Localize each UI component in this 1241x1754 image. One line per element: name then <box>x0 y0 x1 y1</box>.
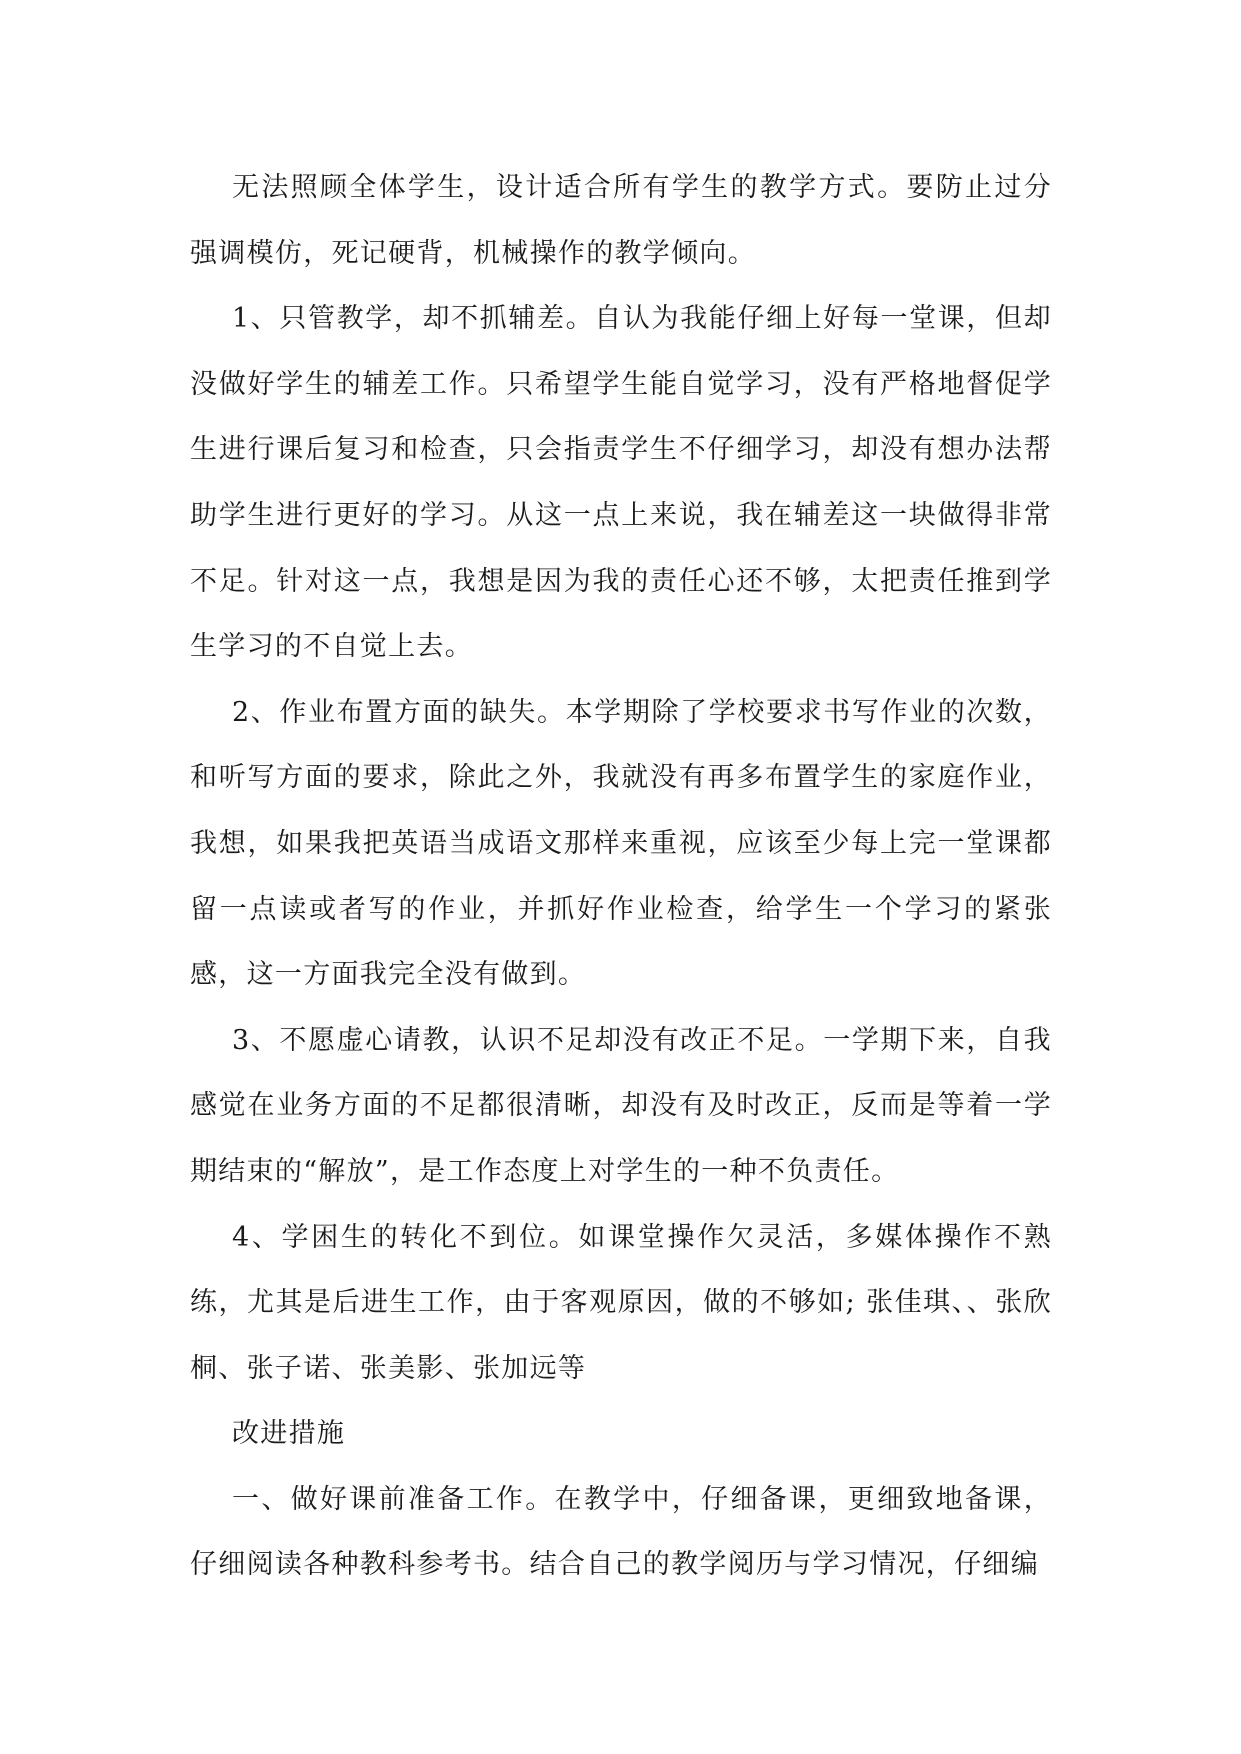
paragraph-point-2: 2、作业布置方面的缺失。本学期除了学校要求书写作业的次数，和听写方面的要求，除此之外，我就没有再多布置学生的家庭作业，我想，如果我把英语当成语文那样来重视，应该至少每上完一堂课都留一点读或者写的作业，并抓好作业检查，给学生一个学习的紧张感，这一方面我完全没有做到。 <box>190 696 1052 991</box>
document-body <box>190 155 1052 1598</box>
paragraph-measure-1: 一、做好课前准备工作。在教学中，仔细备课，更细致地备课，仔细阅读各种教科参考书。结合自己的教学阅历与学习情况，仔细编 <box>190 1483 1052 1581</box>
paragraph-point-1: 1、只管教学，却不抓辅差。自认为我能仔细上好每一堂课，但却没做好学生的辅差工作。只希望学生能自觉学习，没有严格地督促学生进行课后复习和检查，只会指责学生不仔细学习，却没有想办法帮助学生进行更好的学习。从这一点上来说，我在辅差这一块做得非常不足。针对这一点，我想是因为我的责任心还不够，太把责任推到学生学习的不自觉上去。 <box>190 303 1052 663</box>
paragraph-point-3: 3、不愿虚心请教，认识不足却没有改正不足。一学期下来，自我感觉在业务方面的不足都很清晰，却没有及时改正，反而是等着一学期结束的“解放”，是工作态度上对学生的一种不负责任。 <box>190 1024 1052 1187</box>
paragraph-intro: 无法照顾全体学生，设计适合所有学生的教学方式。要防止过分强调模仿，死记硬背，机械操作的教学倾向。 <box>190 172 1052 269</box>
paragraph-point-4: 4、学困生的转化不到位。如课堂操作欠灵活，多媒体操作不熟练，尤其是后进生工作，由于客观原因，做的不够如; 张佳琪、、张欣桐、张子诺、张美影、张加远等 <box>190 1221 1052 1384</box>
section-heading-improvements: 改进措施 <box>232 1418 346 1450</box>
